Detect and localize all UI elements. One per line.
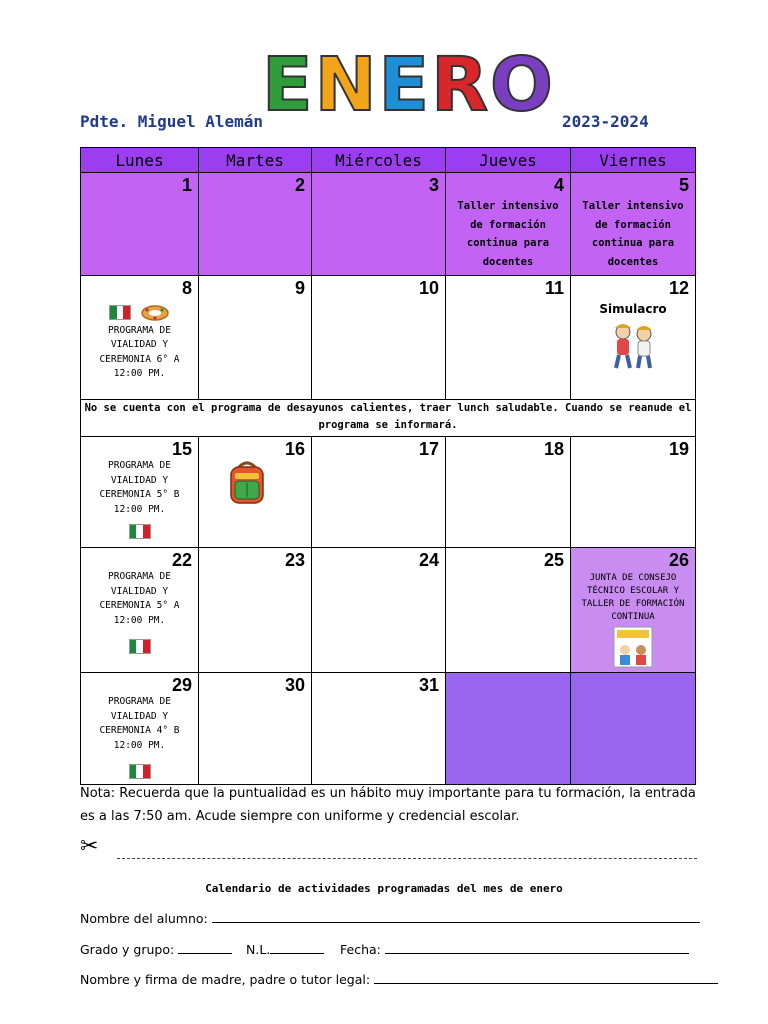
day-number: 22 [171,550,192,570]
calendar-table [80,147,696,785]
nl-label: N.L. [246,942,271,957]
day-number: 24 [418,550,439,570]
day-number: 31 [418,675,439,695]
day-number: 18 [543,439,564,459]
day-cell [81,276,199,400]
day-cell [571,437,696,548]
grade-group-line[interactable] [178,941,232,954]
day-cell [199,673,312,785]
school-year: 2023-2024 [562,112,649,131]
day-number: 5 [678,175,689,195]
day-cell [312,173,446,276]
day-cell [312,548,446,673]
date-line[interactable] [385,941,689,954]
day-cell [81,548,199,673]
day-number: 25 [543,550,564,570]
week-row-2 [81,276,696,400]
day-cell [199,276,312,400]
weekday-friday: Viernes [571,148,696,173]
grade-group-label: Grado y grupo: [80,942,175,957]
flag-row [81,636,198,655]
flag-row [81,521,198,540]
weekday-tuesday: Martes [199,148,312,173]
day-number: 1 [181,175,192,195]
day-number: 29 [171,675,192,695]
student-name-line[interactable] [212,910,700,923]
weekday-monday: Lunes [81,148,199,173]
day-cell [81,173,199,276]
lunch-notice: No se cuenta con el programa de desayunos calientes, traer lunch saludable. Cuando se reanude el programa se informará. [81,400,696,437]
day-number: 17 [418,439,439,459]
logo-letter: R [431,42,491,128]
meeting-illustration [571,626,695,672]
scissors-icon: ✂ [80,834,99,859]
flag-and-bread-row [81,302,198,322]
event-text: PROGRAMA DE VIALIDAD Y CEREMONIA 6° A 12:00 PM. [99,324,180,379]
student-name-label: Nombre del alumno: [80,911,208,926]
day-cell [81,437,199,548]
weekday-header-row [81,148,696,173]
empty-day-cell [571,673,696,785]
day-number: 2 [294,175,305,195]
day-cell [446,173,571,276]
day-cell [446,437,571,548]
day-cell [312,673,446,785]
backpack-illustration [199,461,311,511]
mexico-flag-icon [129,639,151,654]
logo-letter: N [314,42,379,128]
empty-day-cell [446,673,571,785]
mexico-flag-icon [129,524,151,539]
day-cell [199,437,312,548]
event-text: PROGRAMA DE VIALIDAD Y CEREMONIA 4° B 12:00 PM. [99,696,180,751]
event-text: PROGRAMA DE VIALIDAD Y CEREMONIA 5° A 12:00 PM. [99,571,180,626]
day-cell [446,276,571,400]
logo-letter: O [490,42,555,128]
date-field [340,941,689,957]
backpack-icon [225,461,269,507]
cut-line [117,858,697,859]
event-text: JUNTA DE CONSEJO TÉCNICO ESCOLAR Y TALLER DE FORMACIÓN CONTINUA [581,573,685,622]
event-text: Taller intensivo de formación continua para docentes [582,200,684,268]
day-cell [81,673,199,785]
nl-field [246,941,324,957]
day-number: 3 [428,175,439,195]
logo-letter: E [262,42,315,128]
day-number: 12 [668,278,689,298]
day-number: 8 [181,278,192,298]
student-name-field [80,910,700,926]
day-number: 10 [418,278,439,298]
weekday-wednesday: Miércoles [312,148,446,173]
day-number: 30 [284,675,305,695]
flag-row [81,761,198,780]
slip-title: Calendario de actividades programadas del mes de enero [205,882,563,895]
nl-line[interactable] [270,941,324,954]
day-number: 19 [668,439,689,459]
weekday-thursday: Jueves [446,148,571,173]
notice-row [81,400,696,437]
guardian-signature-line[interactable] [374,971,718,984]
day-cell [571,173,696,276]
day-cell [199,173,312,276]
day-number: 23 [284,550,305,570]
consejo-tecnico-poster-icon [613,626,653,668]
earthquake-drill-icon [605,322,661,372]
mexico-flag-icon [109,305,131,320]
month-logo-text [262,42,555,128]
week-row-3 [81,437,696,548]
month-logo [262,42,555,128]
logo-letter: E [378,42,432,128]
school-name: Pdte. Miguel Alemán [80,112,264,131]
punctuality-note: Nota: Recuerda que la puntualidad es un hábito muy importante para tu formación, la entrada es a las 7:50 am. Acude siempre con uniforme y credencial escolar. [80,786,696,824]
week-row-1 [81,173,696,276]
date-label: Fecha: [340,942,381,957]
event-text: Simulacro [599,302,667,316]
day-number: 11 [544,278,564,298]
day-cell [571,548,696,673]
mexico-flag-icon [129,764,151,779]
guardian-label: Nombre y firma de madre, padre o tutor legal: [80,972,371,987]
day-number: 26 [668,550,689,570]
day-cell [312,437,446,548]
guardian-field [80,971,718,987]
day-number: 9 [294,278,305,298]
week-row-5 [81,673,696,785]
week-row-4 [81,548,696,673]
rosca-bread-icon [140,304,170,322]
day-cell [312,276,446,400]
event-text: PROGRAMA DE VIALIDAD Y CEREMONIA 5° B 12:00 PM. [99,460,180,515]
day-cell [446,548,571,673]
day-number: 4 [553,175,564,195]
day-number: 16 [284,439,305,459]
drill-illustration [571,322,695,376]
day-cell [571,276,696,400]
event-text: Taller intensivo de formación continua para docentes [457,200,559,268]
day-cell [199,548,312,673]
day-number: 15 [171,439,192,459]
grade-group-field [80,941,232,957]
